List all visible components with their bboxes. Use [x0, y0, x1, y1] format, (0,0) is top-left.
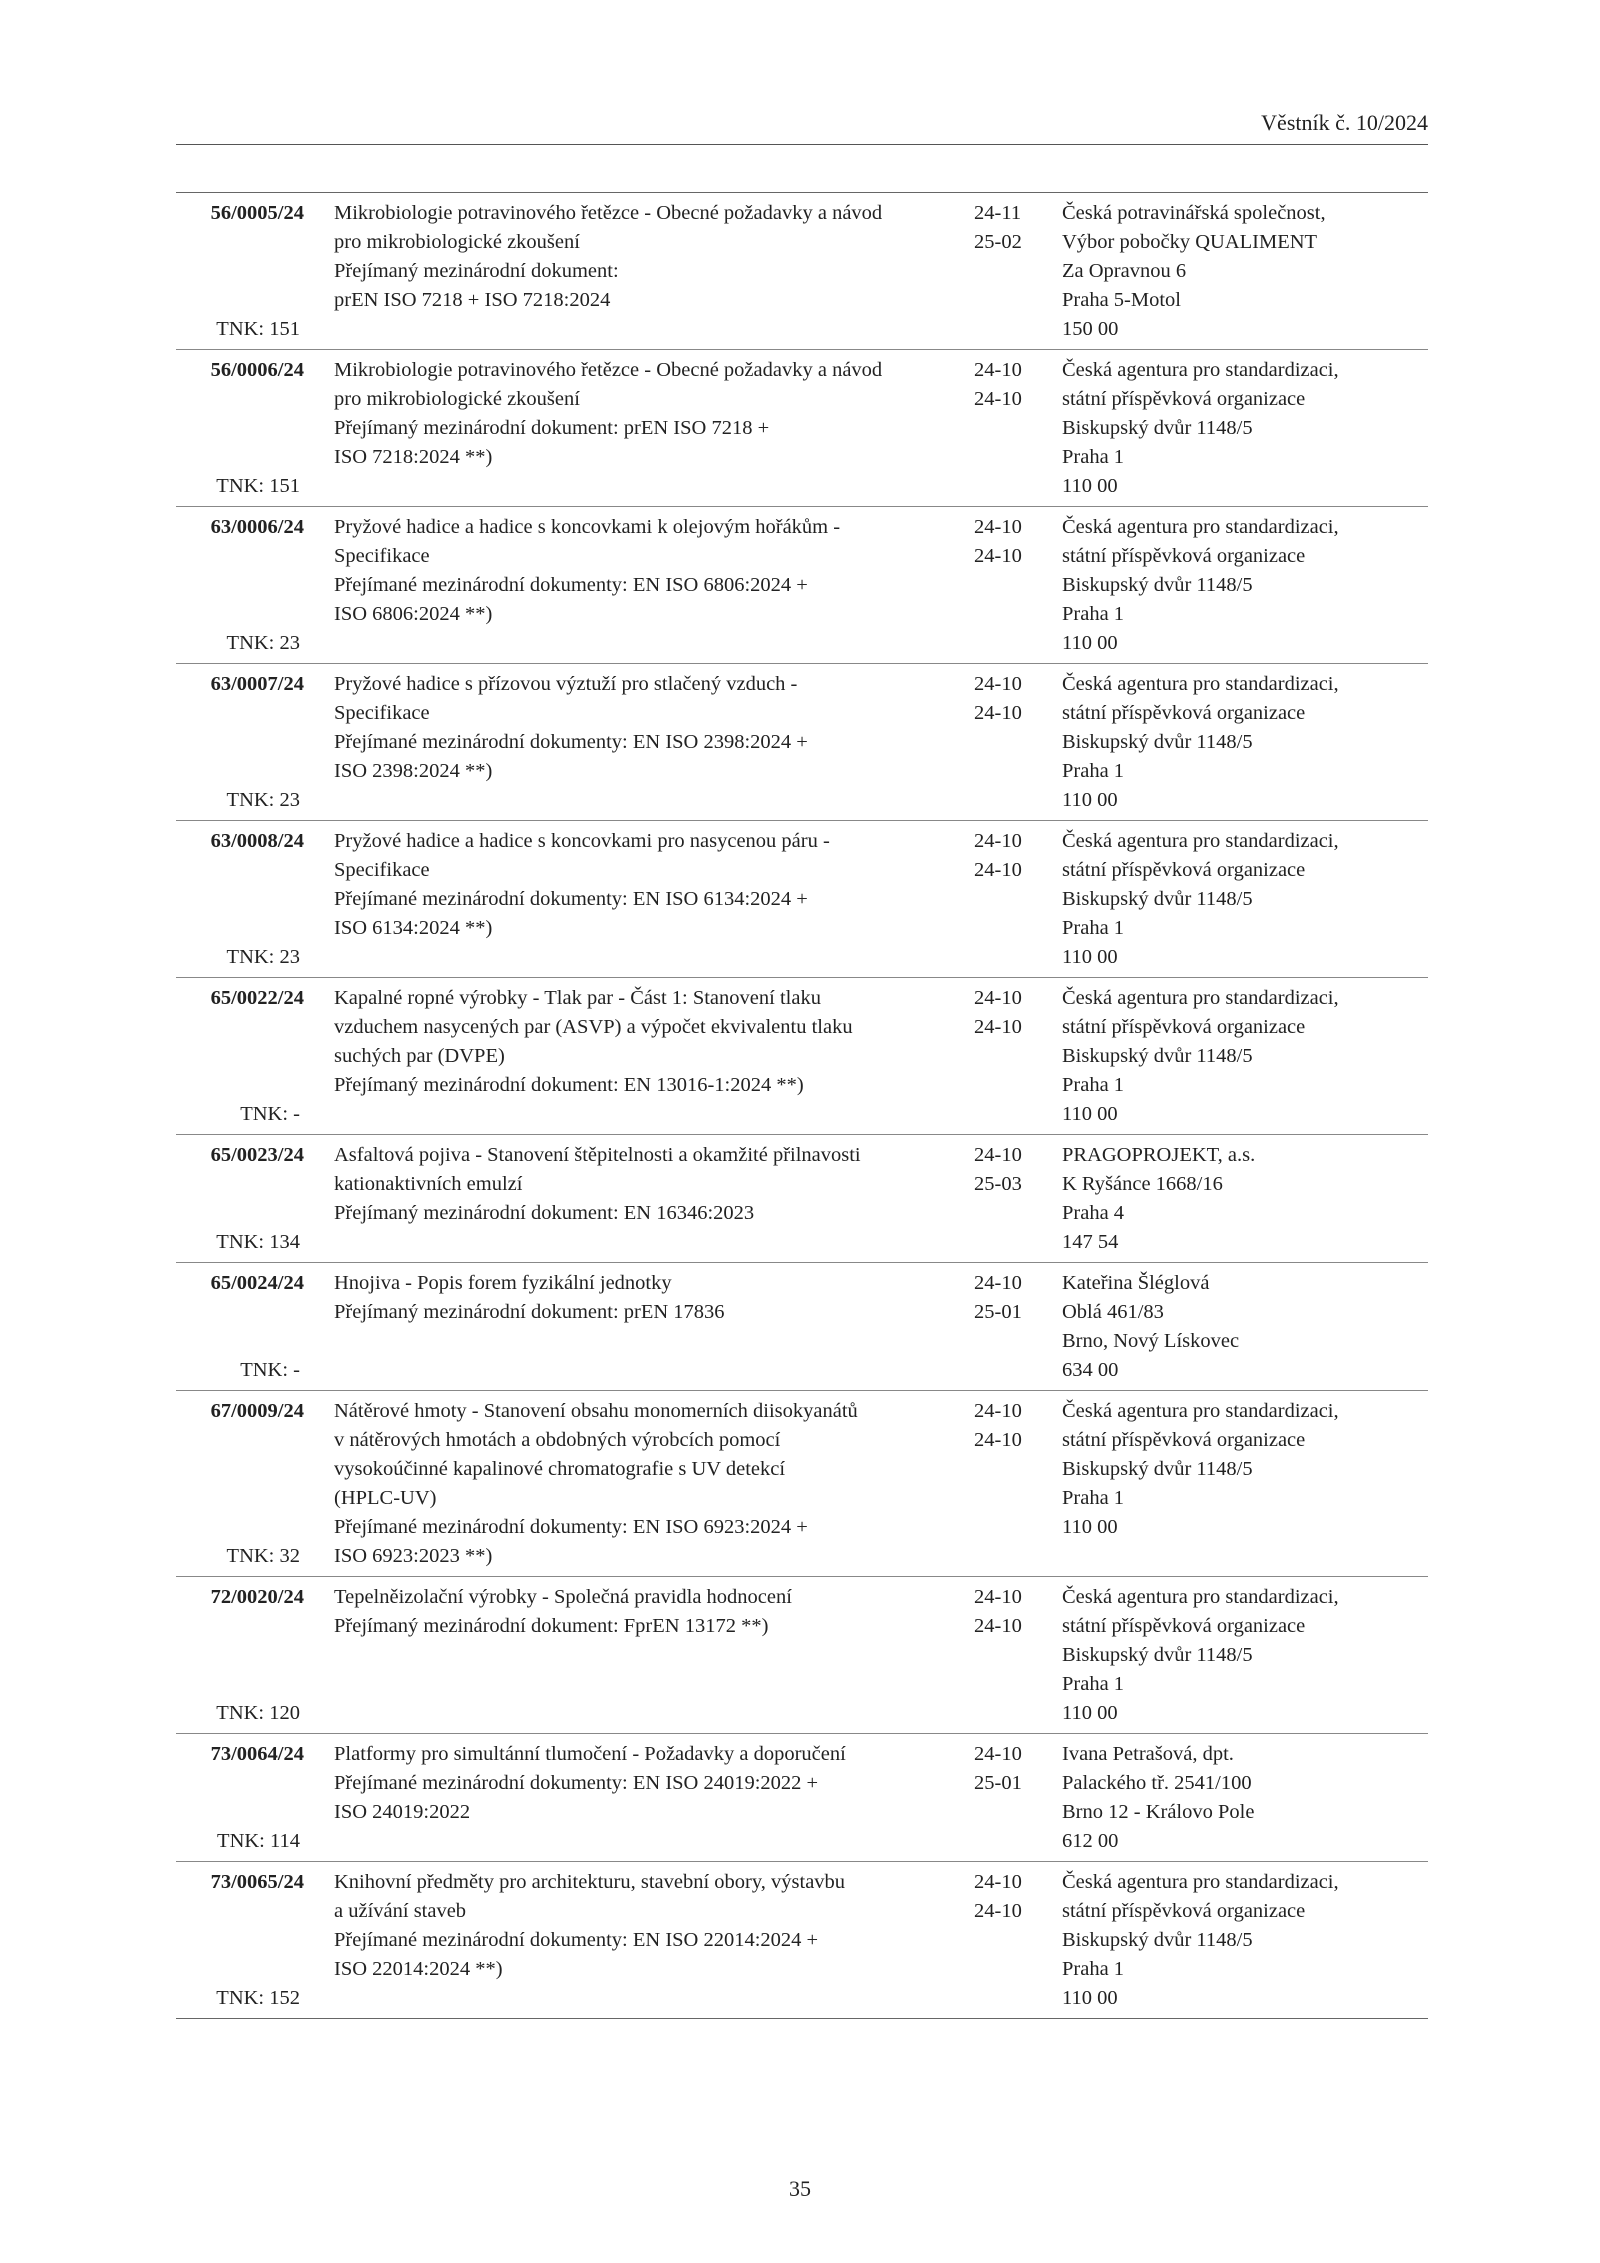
entry-address-line: 150 00 [1062, 318, 1119, 340]
entry-id-column [176, 1583, 304, 1728]
entry-id-column [176, 513, 304, 658]
entry-address-line: Biskupský dvůr 1148/5 [1062, 888, 1253, 910]
entry-id-column [176, 1141, 304, 1257]
entry-address-line: Biskupský dvůr 1148/5 [1062, 731, 1253, 753]
entry-address-line: Praha 1 [1062, 1074, 1125, 1096]
entry-address-line: státní příspěvková organizace [1062, 1615, 1306, 1637]
entry-title-line: ISO 6923:2023 **) [334, 1545, 493, 1567]
entry-code: 56/0005/24 [210, 202, 304, 224]
entry-tnk: TNK: 134 [216, 1231, 300, 1253]
entry-address-line: Brno 12 - Královo Pole [1062, 1801, 1255, 1823]
entry-title-line: Specifikace [334, 545, 430, 567]
entry-title [304, 984, 974, 1129]
entry-address [1062, 827, 1428, 972]
entry-address-line: 147 54 [1062, 1231, 1119, 1253]
entry-address-line: PRAGOPROJEKT, a.s. [1062, 1144, 1256, 1166]
entry-code: 63/0008/24 [210, 830, 304, 852]
standard-entry [176, 1576, 1428, 1733]
entry-title-line: v nátěrových hmotách a obdobných výrobcích pomocí [334, 1429, 781, 1451]
entry-address-line: K Ryšánce 1668/16 [1062, 1173, 1223, 1195]
entry-dates [974, 827, 1062, 972]
entry-title [304, 1397, 974, 1571]
entry-address-line: Praha 1 [1062, 1958, 1125, 1980]
entry-date: 24-10 [974, 1586, 1022, 1608]
entry-title-line: Přejímané mezinárodní dokumenty: EN ISO 24019:2022 + [334, 1772, 819, 1794]
entry-code: 65/0022/24 [210, 987, 304, 1009]
entry-address-line: 110 00 [1062, 1702, 1118, 1724]
entry-address-line: Biskupský dvůr 1148/5 [1062, 1045, 1253, 1067]
entry-address-line: Praha 1 [1062, 1487, 1125, 1509]
entry-address-line: Výbor pobočky QUALIMENT [1062, 231, 1318, 253]
standard-entry [176, 1733, 1428, 1861]
entry-address-line: Česká agentura pro standardizaci, [1062, 516, 1339, 538]
entry-id-column [176, 1397, 304, 1571]
entry-address-line: státní příspěvková organizace [1062, 1016, 1306, 1038]
entry-address-line: 110 00 [1062, 632, 1118, 654]
entry-title [304, 1141, 974, 1257]
entry-address-line: Praha 1 [1062, 917, 1125, 939]
entry-title [304, 1868, 974, 2013]
standard-entry [176, 193, 1428, 349]
entry-address [1062, 1397, 1428, 1571]
entry-title-line: Hnojiva - Popis forem fyzikální jednotky [334, 1272, 672, 1294]
entry-id-column [176, 827, 304, 972]
entry-address-line: Biskupský dvůr 1148/5 [1062, 574, 1253, 596]
entry-address-line: Česká agentura pro standardizaci, [1062, 1871, 1339, 1893]
entry-title-line: kationaktivních emulzí [334, 1173, 523, 1195]
entry-address-line: Česká agentura pro standardizaci, [1062, 987, 1339, 1009]
entry-title-line: vysokoúčinné kapalinové chromatografie s UV detekcí [334, 1458, 786, 1480]
entry-address-line: státní příspěvková organizace [1062, 545, 1306, 567]
entry-title-line: Mikrobiologie potravinového řetězce - Obecné požadavky a návod [334, 202, 883, 224]
entry-title [304, 356, 974, 501]
entry-dates [974, 1141, 1062, 1257]
entry-address-line: Brno, Nový Lískovec [1062, 1330, 1240, 1352]
entry-dates [974, 1397, 1062, 1571]
entry-id-column [176, 1269, 304, 1385]
entry-code: 67/0009/24 [210, 1400, 304, 1422]
entry-title-line: ISO 7218:2024 **) [334, 446, 493, 468]
entry-address-line: státní příspěvková organizace [1062, 1429, 1306, 1451]
entry-address-line: 634 00 [1062, 1359, 1119, 1381]
entry-title-line: ISO 24019:2022 [334, 1801, 471, 1823]
entry-address-line: 110 00 [1062, 1103, 1118, 1125]
entry-date: 24-11 [974, 202, 1022, 224]
entry-title-line: Knihovní předměty pro architekturu, stavební obory, výstavbu [334, 1871, 846, 1893]
entry-dates [974, 356, 1062, 501]
entry-title-line: vzduchem nasycených par (ASVP) a výpočet ekvivalentu tlaku [334, 1016, 853, 1038]
entry-dates [974, 1269, 1062, 1385]
entry-id-column [176, 984, 304, 1129]
entry-title-line: ISO 2398:2024 **) [334, 760, 493, 782]
entry-date: 24-10 [974, 1871, 1022, 1893]
entry-title-line: suchých par (DVPE) [334, 1045, 505, 1067]
entry-tnk: TNK: 151 [216, 475, 300, 497]
entry-tnk: TNK: 114 [217, 1830, 300, 1852]
entry-date: 24-10 [974, 359, 1022, 381]
entry-tnk: TNK: 151 [216, 318, 300, 340]
entry-id-column [176, 670, 304, 815]
entry-title-line: Přejímaný mezinárodní dokument: EN 13016-1:2024 **) [334, 1074, 804, 1096]
entry-title-line: ISO 6134:2024 **) [334, 917, 493, 939]
entry-title-line: pro mikrobiologické zkoušení [334, 388, 580, 410]
entry-title-line: Specifikace [334, 859, 430, 881]
entry-id-column [176, 1740, 304, 1856]
entry-address [1062, 513, 1428, 658]
entry-address [1062, 1583, 1428, 1728]
entry-title-line: Přejímané mezinárodní dokumenty: EN ISO 6806:2024 + [334, 574, 808, 596]
entry-address-line: Praha 1 [1062, 760, 1125, 782]
entry-address-line: státní příspěvková organizace [1062, 702, 1306, 724]
entry-address-line: Oblá 461/83 [1062, 1301, 1164, 1323]
entry-address-line: 110 00 [1062, 789, 1118, 811]
entry-title-line: Pryžové hadice a hadice s koncovkami pro nasycenou páru - [334, 830, 830, 852]
entry-address-line: 110 00 [1062, 1516, 1118, 1538]
entry-dates [974, 1583, 1062, 1728]
entry-title-line: Tepelněizolační výrobky - Společná pravidla hodnocení [334, 1586, 792, 1608]
entry-date: 24-10 [974, 702, 1022, 724]
entry-title-line: ISO 22014:2024 **) [334, 1958, 503, 1980]
standard-entry [176, 1861, 1428, 2018]
entry-date: 24-10 [974, 1016, 1022, 1038]
entry-address-line: Česká agentura pro standardizaci, [1062, 830, 1339, 852]
entry-dates [974, 984, 1062, 1129]
entry-address-line: Česká agentura pro standardizaci, [1062, 673, 1339, 695]
entry-id-column [176, 199, 304, 344]
page-number: 35 [789, 2176, 811, 2201]
entry-code: 65/0023/24 [210, 1144, 304, 1166]
entry-date: 24-10 [974, 1900, 1022, 1922]
entry-date: 24-10 [974, 1144, 1022, 1166]
entry-address-line: 612 00 [1062, 1830, 1119, 1852]
entry-title [304, 513, 974, 658]
entry-address [1062, 1269, 1428, 1385]
entry-date: 24-10 [974, 1400, 1022, 1422]
entry-address-line: Česká potravinářská společnost, [1062, 202, 1326, 224]
entry-date: 24-10 [974, 1743, 1022, 1765]
entry-address-line: Praha 4 [1062, 1202, 1125, 1224]
entry-id-column [176, 1868, 304, 2013]
entry-code: 56/0006/24 [210, 359, 304, 381]
entry-date: 24-10 [974, 1272, 1022, 1294]
standard-entry [176, 820, 1428, 977]
entry-title-line: pro mikrobiologické zkoušení [334, 231, 580, 253]
standard-entry [176, 1134, 1428, 1262]
entry-tnk: TNK: 23 [226, 632, 300, 654]
entry-address [1062, 670, 1428, 815]
entry-dates [974, 513, 1062, 658]
entry-address [1062, 1868, 1428, 2013]
entry-date: 24-10 [974, 673, 1022, 695]
entry-dates [974, 1740, 1062, 1856]
entry-date: 25-01 [974, 1301, 1022, 1323]
entry-title-line: Přejímaný mezinárodní dokument: EN 16346:2023 [334, 1202, 755, 1224]
entry-title-line: Nátěrové hmoty - Stanovení obsahu monomerních diisokyanátů [334, 1400, 858, 1422]
entry-title [304, 199, 974, 344]
entry-tnk: TNK: 152 [216, 1987, 300, 2009]
entry-title-line: a užívání staveb [334, 1900, 467, 1922]
entry-title-line: Specifikace [334, 702, 430, 724]
entry-id-column [176, 356, 304, 501]
entry-address-line: Biskupský dvůr 1148/5 [1062, 417, 1253, 439]
standards-list [176, 192, 1428, 2019]
standard-entry [176, 663, 1428, 820]
standard-entry [176, 1262, 1428, 1390]
entry-address-line: Praha 1 [1062, 1673, 1125, 1695]
standard-entry [176, 1390, 1428, 1576]
entry-title [304, 1583, 974, 1728]
entry-code: 63/0007/24 [210, 673, 304, 695]
entry-code: 65/0024/24 [210, 1272, 304, 1294]
entry-address-line: 110 00 [1062, 1987, 1118, 2009]
entry-title [304, 1740, 974, 1856]
entry-date: 24-10 [974, 516, 1022, 538]
entry-title-line: Přejímaný mezinárodní dokument: prEN 17836 [334, 1301, 725, 1323]
entry-address-line: Biskupský dvůr 1148/5 [1062, 1644, 1253, 1666]
entry-date: 24-10 [974, 987, 1022, 1009]
entry-date: 24-10 [974, 1615, 1022, 1637]
entry-tnk: TNK: 23 [226, 946, 300, 968]
entry-tnk: TNK: - [240, 1103, 300, 1125]
entry-address-line: 110 00 [1062, 475, 1118, 497]
entry-dates [974, 199, 1062, 344]
entry-date: 24-10 [974, 859, 1022, 881]
entry-date: 24-10 [974, 545, 1022, 567]
entry-address-line: Česká agentura pro standardizaci, [1062, 359, 1339, 381]
entry-address [1062, 1740, 1428, 1856]
entry-title-line: Asfaltová pojiva - Stanovení štěpitelnosti a okamžité přilnavosti [334, 1144, 861, 1166]
entry-title-line: Přejímaný mezinárodní dokument: FprEN 13172 **) [334, 1615, 769, 1637]
page-header [176, 108, 1428, 145]
entry-address-line: státní příspěvková organizace [1062, 1900, 1306, 1922]
entry-address-line: Ivana Petrašová, dpt. [1062, 1743, 1234, 1765]
entry-title-line: Pryžové hadice s přízovou výztuží pro stlačený vzduch - [334, 673, 798, 695]
entry-title-line: Přejímané mezinárodní dokumenty: EN ISO 2398:2024 + [334, 731, 808, 753]
entry-date: 25-01 [974, 1772, 1022, 1794]
entry-address-line: státní příspěvková organizace [1062, 859, 1306, 881]
entry-address-line: Česká agentura pro standardizaci, [1062, 1586, 1339, 1608]
entry-title-line: prEN ISO 7218 + ISO 7218:2024 [334, 289, 611, 311]
entry-title-line: Přejímané mezinárodní dokumenty: EN ISO 22014:2024 + [334, 1929, 819, 1951]
entry-title-line: Pryžové hadice a hadice s koncovkami k olejovým hořákům - [334, 516, 841, 538]
entry-address [1062, 356, 1428, 501]
entry-date: 24-10 [974, 830, 1022, 852]
entry-tnk: TNK: - [240, 1359, 300, 1381]
entry-address [1062, 984, 1428, 1129]
standard-entry [176, 506, 1428, 663]
entry-address-line: Palackého tř. 2541/100 [1062, 1772, 1252, 1794]
entry-address-line: státní příspěvková organizace [1062, 388, 1306, 410]
standard-entry [176, 977, 1428, 1134]
entry-address-line: 110 00 [1062, 946, 1118, 968]
entry-title [304, 1269, 974, 1385]
entry-title-line: Mikrobiologie potravinového řetězce - Obecné požadavky a návod [334, 359, 883, 381]
journal-title: Věstník č. 10/2024 [1261, 110, 1428, 135]
entry-address-line: Biskupský dvůr 1148/5 [1062, 1458, 1253, 1480]
entry-tnk: TNK: 23 [226, 789, 300, 811]
entry-tnk: TNK: 120 [216, 1702, 300, 1724]
entry-address-line: Praha 1 [1062, 446, 1125, 468]
entry-address-line: Za Opravnou 6 [1062, 260, 1187, 282]
entry-address [1062, 1141, 1428, 1257]
standard-entry [176, 349, 1428, 506]
entry-title-line: ISO 6806:2024 **) [334, 603, 493, 625]
entry-title [304, 670, 974, 815]
entry-date: 24-10 [974, 388, 1022, 410]
entry-address-line: Praha 1 [1062, 603, 1125, 625]
entry-title-line: Přejímaný mezinárodní dokument: [334, 260, 619, 282]
entry-dates [974, 1868, 1062, 2013]
entry-title-line: Kapalné ropné výrobky - Tlak par - Část 1: Stanovení tlaku [334, 987, 821, 1009]
entry-title-line: Přejímaný mezinárodní dokument: prEN ISO 7218 + [334, 417, 770, 439]
entry-address-line: Kateřina Šléglová [1062, 1272, 1210, 1294]
entry-code: 73/0065/24 [210, 1871, 304, 1893]
entry-title-line: (HPLC-UV) [334, 1487, 437, 1509]
entry-date: 25-02 [974, 231, 1022, 253]
entry-dates [974, 670, 1062, 815]
entry-title [304, 827, 974, 972]
entry-title-line: Přejímané mezinárodní dokumenty: EN ISO 6923:2024 + [334, 1516, 808, 1538]
entry-code: 72/0020/24 [210, 1586, 304, 1608]
entry-code: 73/0064/24 [210, 1743, 304, 1765]
entry-date: 24-10 [974, 1429, 1022, 1451]
entry-address [1062, 199, 1428, 344]
entry-address-line: Praha 5-Motol [1062, 289, 1181, 311]
entry-address-line: Biskupský dvůr 1148/5 [1062, 1929, 1253, 1951]
entry-address-line: Česká agentura pro standardizaci, [1062, 1400, 1339, 1422]
entry-tnk: TNK: 32 [226, 1545, 300, 1567]
entry-code: 63/0006/24 [210, 516, 304, 538]
entry-title-line: Platformy pro simultánní tlumočení - Požadavky a doporučení [334, 1743, 846, 1765]
entry-title-line: Přejímané mezinárodní dokumenty: EN ISO 6134:2024 + [334, 888, 808, 910]
entry-date: 25-03 [974, 1173, 1022, 1195]
